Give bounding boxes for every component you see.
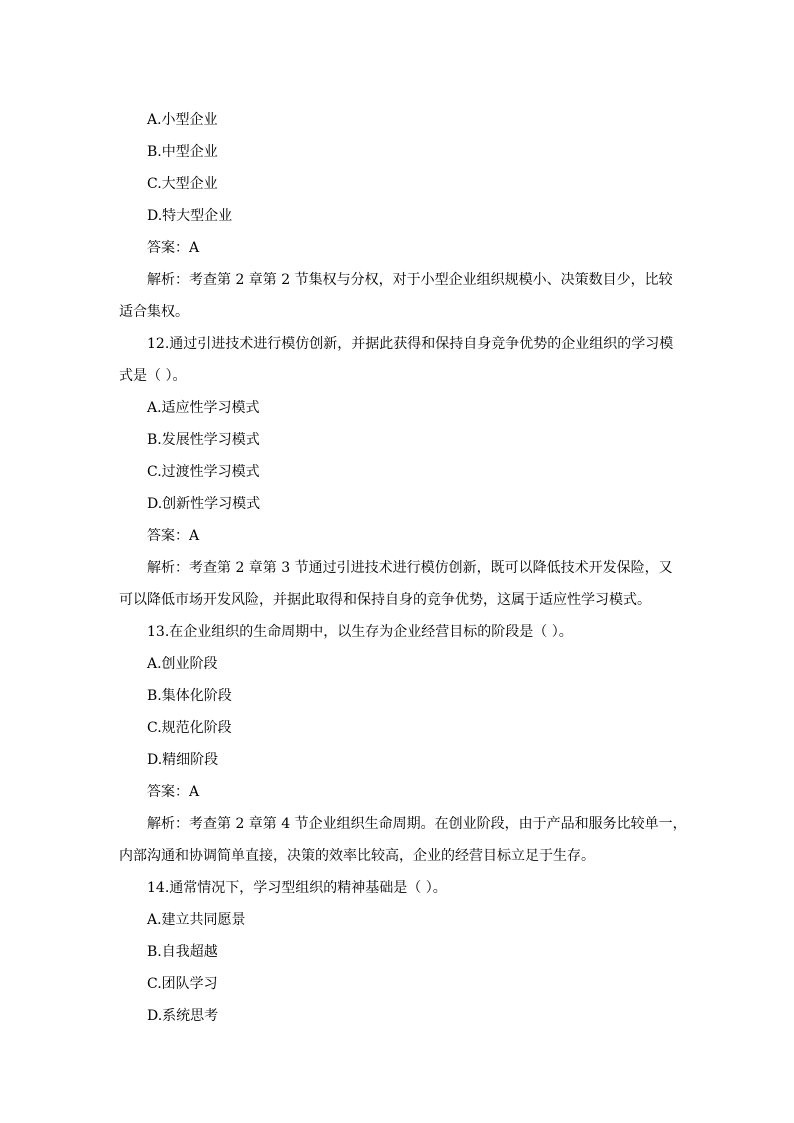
q14-option-c: C.团队学习 <box>147 976 218 992</box>
q11-analysis-line-1: 解析：考查第 2 章第 2 节集权与分权，对于小型企业组织规模小、决策数目少，比较 <box>147 272 673 288</box>
q12-option-a: A.适应性学习模式 <box>147 400 260 416</box>
q11-option-b: B.中型企业 <box>147 144 218 160</box>
q12-analysis-line-2: 可以降低市场开发风险，并据此取得和保持自身的竞争优势，这属于适应性学习模式。 <box>119 592 651 608</box>
q13-option-a: A.创业阶段 <box>147 656 218 672</box>
q12-analysis-line-1: 解析：考查第 2 章第 3 节通过引进技术进行模仿创新，既可以降低技术开发保险，又 <box>147 560 673 576</box>
q11-analysis-line-2: 适合集权。 <box>119 304 189 320</box>
q12-answer: 答案：A <box>147 528 200 544</box>
q12-option-d: D.创新性学习模式 <box>147 496 261 512</box>
q13-option-d: D.精细阶段 <box>147 752 219 768</box>
q13-option-c: C.规范化阶段 <box>147 720 232 736</box>
q12-stem-line-2: 式是（ ）。 <box>119 368 187 384</box>
q13-stem-line-1: 13.在企业组织的生命周期中，以生存为企业经营目标的阶段是（ ）。 <box>147 624 573 640</box>
q12-option-c: C.过渡性学习模式 <box>147 464 260 480</box>
q11-option-a: A.小型企业 <box>147 112 218 128</box>
q14-stem-line-1: 14.通常情况下，学习型组织的精神基础是（ ）。 <box>147 880 447 896</box>
q13-option-b: B.集体化阶段 <box>147 688 232 704</box>
q12-stem-line-1: 12.通过引进技术进行模仿创新，并据此获得和保持自身竞争优势的企业组织的学习模 <box>147 336 674 352</box>
q13-analysis-line-2: 内部沟通和协调简单直接，决策的效率比较高，企业的经营目标立足于生存。 <box>119 848 595 864</box>
q13-analysis-line-1: 解析：考查第 2 章第 4 节企业组织生命周期。在创业阶段，由于产品和服务比较单一， <box>147 816 687 832</box>
q14-option-b: B.自我超越 <box>147 944 218 960</box>
q14-option-a: A.建立共同愿景 <box>147 912 246 928</box>
q12-option-b: B.发展性学习模式 <box>147 432 260 448</box>
q11-option-d: D.特大型企业 <box>147 208 233 224</box>
q14-option-d: D.系统思考 <box>147 1008 219 1024</box>
q13-answer: 答案：A <box>147 784 200 800</box>
q11-answer: 答案：A <box>147 240 200 256</box>
q11-option-c: C.大型企业 <box>147 176 218 192</box>
